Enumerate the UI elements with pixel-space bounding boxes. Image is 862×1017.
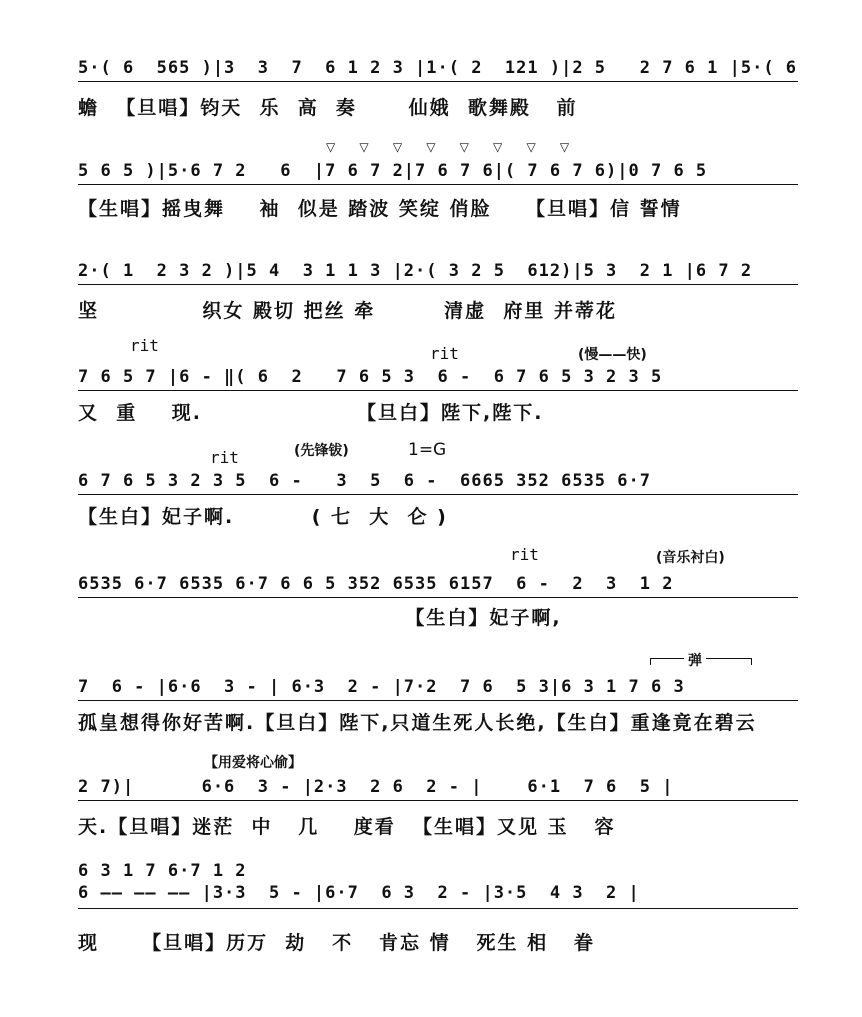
underline-rule [78,908,798,909]
notes-line-2: 5 6 5 )|5·6 7 2 6 |7 6 7 2|7 6 7 6|( 7 6 7 6)|0 7 6 5 [78,161,708,181]
lyrics-line-3: 坚 织女 殿切 把丝 牵 清虚 府里 并蒂花 [78,300,617,322]
notes-line-1: 5·( 6 565 )|3 3 7 6 1 2 3 |1·( 2 121 )|2 5 2 7 6 1 |5·( 6 [78,58,798,78]
lyrics-line-8: 天.【旦唱】迷茫 中 几 度看 【生唱】又见 玉 容 [78,816,616,838]
percussion-mark: (先锋钹) [294,443,349,459]
pluck-mark: 弹 [684,650,706,670]
rit-mark: rit [510,545,539,564]
music-under-speech-mark: (音乐衬白) [656,550,725,566]
lyrics-line-1: 蟾 【旦唱】钧天 乐 高 奏 仙娥 歌舞殿 前 [78,97,578,119]
key-signature: 1=G [408,440,447,460]
lyrics-line-2: 【生唱】摇曳舞 袖 似是 踏波 笑绽 俏脸 【旦唱】信 誓情 [78,198,682,220]
notes-line-5: 6 7 6 5 3 2 3 5 6 - 3 5 6 - 6665 352 6535 6·7 [78,471,651,491]
underline-rule [78,81,798,82]
notes-line-9: 6 3 1 7 6·7 1 2 6 —— —— —— |3·3 5 - |6·7 6 3 2 - |3·5 4 3 2 | [78,861,640,903]
lyrics-line-6: 【生白】妃子啊, [78,607,562,629]
notes-line-4: 7 6 5 7 |6 - ‖( 6 2 7 6 5 3 6 - 6 7 6 5 3 2 3 5 [78,367,663,387]
notes-line-3: 2·( 1 2 3 2 )|5 4 3 1 1 3 |2·( 3 2 5 612)|5 3 2 1 |6 7 2 [78,261,753,281]
notes-line-8: 2 7)| 6·6 3 - |2·3 2 6 2 - | 6·1 7 6 5 | [78,777,674,797]
underline-rule [78,800,798,801]
underline-rule [78,184,798,185]
notes-line-7: 7 6 - |6·6 3 - | 6·3 2 - |7·2 7 6 5 3|6 3 1 7 6 3 [78,677,685,697]
lyrics-line-9: 现 【旦唱】历万 劫 不 肯忘 情 死生 相 眷 [78,932,595,954]
lyrics-line-4: 又 重 现. 【旦白】陛下,陛下. [78,402,544,424]
accent-marks: ▽ ▽ ▽ ▽ ▽ ▽ ▽ ▽ [326,140,580,154]
lyrics-line-5: 【生白】妃子啊. ( 七 大 仑 ) [78,506,448,528]
underline-rule [78,390,798,391]
tempo-mark: (慢——快) [578,347,647,363]
underline-rule [78,494,798,495]
underline-rule [78,284,798,285]
underline-rule [78,700,798,701]
underline-rule [78,597,798,598]
notes-line-6: 6535 6·7 6535 6·7 6 6 5 352 6535 6157 6 - 2 3 1 2 [78,574,674,594]
lyrics-line-7: 孤皇想得你好苦啊.【旦白】陛下,只道生死人长绝,【生白】重逢竟在碧云 [78,712,757,734]
rit-mark: rit [130,336,159,355]
expression-mark: 【用爱将心偷】 [204,755,302,771]
rit-mark: rit [210,448,239,467]
rit-mark: rit [430,344,459,363]
